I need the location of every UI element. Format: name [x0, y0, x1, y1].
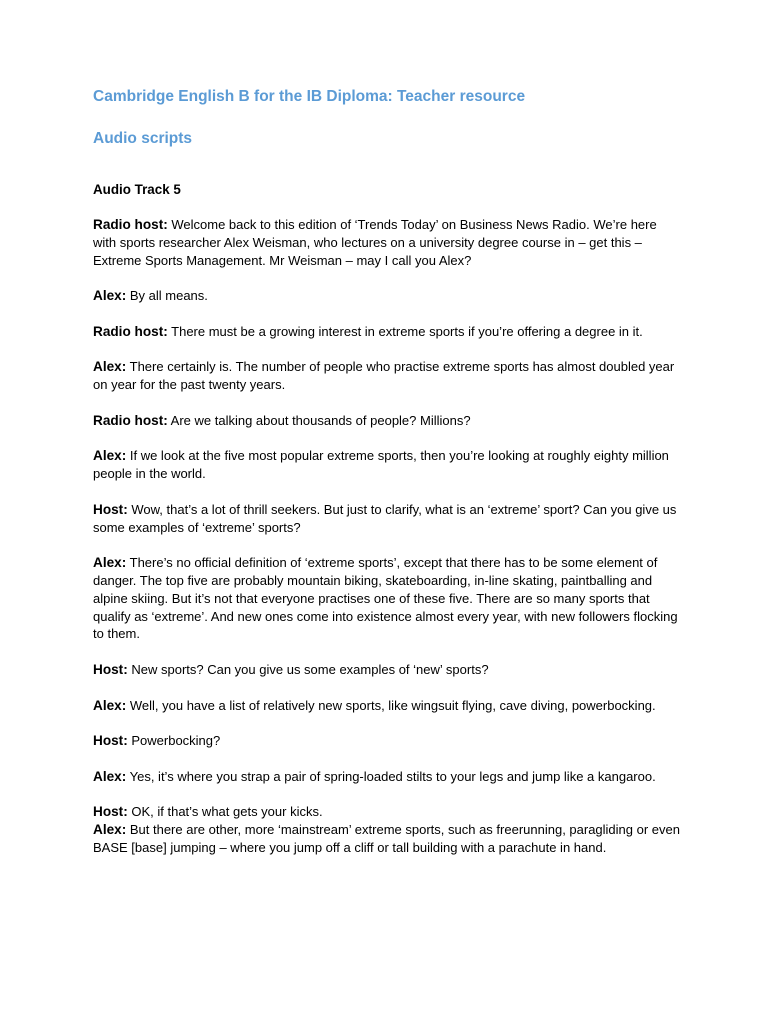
speaker-label: Alex:	[93, 697, 127, 713]
turn-text: New sports? Can you give us some examples of ‘new’ sports?	[127, 661, 489, 677]
turn-text: OK, if that’s what gets your kicks.	[127, 804, 323, 820]
transcript-turn	[93, 821, 683, 857]
transcript-turn	[93, 412, 683, 430]
speaker-label: Alex:	[93, 555, 127, 571]
speaker-label: Alex:	[93, 822, 127, 838]
turn-text: If we look at the five most popular extreme sports, then you’re looking at roughly eighty million people in the world.	[93, 448, 669, 482]
transcript-turn	[93, 323, 683, 341]
speaker-label: Host:	[93, 733, 128, 749]
track-heading: Audio Track 5	[93, 182, 181, 197]
speaker-label: Host:	[93, 804, 128, 820]
transcript-turn	[93, 447, 683, 483]
transcript-turn	[93, 358, 683, 394]
transcript-turn	[93, 732, 683, 750]
speaker-label: Radio host:	[93, 217, 168, 232]
speaker-label: Alex:	[93, 359, 127, 375]
turn-text: Welcome back to this edition of ‘Trends Today’ on Business News Radio. We’re here with sports researcher Alex Weisman, who lectures on a university degree course in – get this – Extreme Sports Management. Mr Weisman – may I call you Alex?	[93, 217, 657, 268]
transcript-turn	[93, 216, 683, 269]
speaker-label: Alex:	[93, 288, 127, 304]
turn-text: There’s no official definition of ‘extreme sports’, except that there has to be some element of danger. The top five are probably mountain biking, skateboarding, in-line skating, paintballing and alpine skiing. But it’s not that everyone practises one of these five. There are so many sports that qualify as ‘extreme’. And new ones come into existence almost every year, with new followers flocking to them.	[93, 555, 678, 642]
speaker-label: Radio host:	[93, 323, 168, 339]
speaker-label: Alex:	[93, 448, 127, 464]
transcript-turn	[93, 287, 683, 305]
transcript-turn	[93, 803, 683, 821]
transcript-turn	[93, 554, 683, 643]
turn-text: There must be a growing interest in extreme sports if you’re offering a degree in it.	[167, 323, 643, 339]
turn-text: By all means.	[126, 288, 208, 304]
transcript-turn	[93, 768, 683, 786]
turn-text: Are we talking about thousands of people? Millions?	[167, 412, 471, 428]
turn-text: Powerbocking?	[127, 733, 221, 749]
transcript-turn	[93, 501, 683, 537]
transcript-turn	[93, 661, 683, 679]
speaker-label: Alex:	[93, 768, 127, 784]
turn-text: Wow, that’s a lot of thrill seekers. But just to clarify, what is an ‘extreme’ sport? Can you give us some examples of ‘extreme’ sports?	[93, 501, 677, 535]
document-page	[93, 86, 683, 874]
speaker-label: Radio host:	[93, 412, 168, 428]
turn-text: But there are other, more ‘mainstream’ extreme sports, such as freerunning, paragliding or even BASE [base] jumping – where you jump off a cliff or tall building with a parachute in hand.	[93, 822, 680, 855]
speaker-label: Host:	[93, 661, 128, 677]
transcript	[93, 216, 683, 857]
speaker-label: Host:	[93, 501, 128, 517]
turn-text: There certainly is. The number of people who practise extreme sports has almost doubled year on year for the past twenty years.	[93, 359, 675, 393]
document-title: Cambridge English B for the IB Diploma: Teacher resource	[93, 88, 526, 105]
turn-text: Well, you have a list of relatively new sports, like wingsuit flying, cave diving, powerbocking.	[126, 697, 656, 713]
transcript-turn	[93, 697, 683, 715]
turn-text: Yes, it’s where you strap a pair of spring-loaded stilts to your legs and jump like a kangaroo.	[126, 768, 656, 784]
document-subtitle: Audio scripts	[93, 130, 193, 147]
